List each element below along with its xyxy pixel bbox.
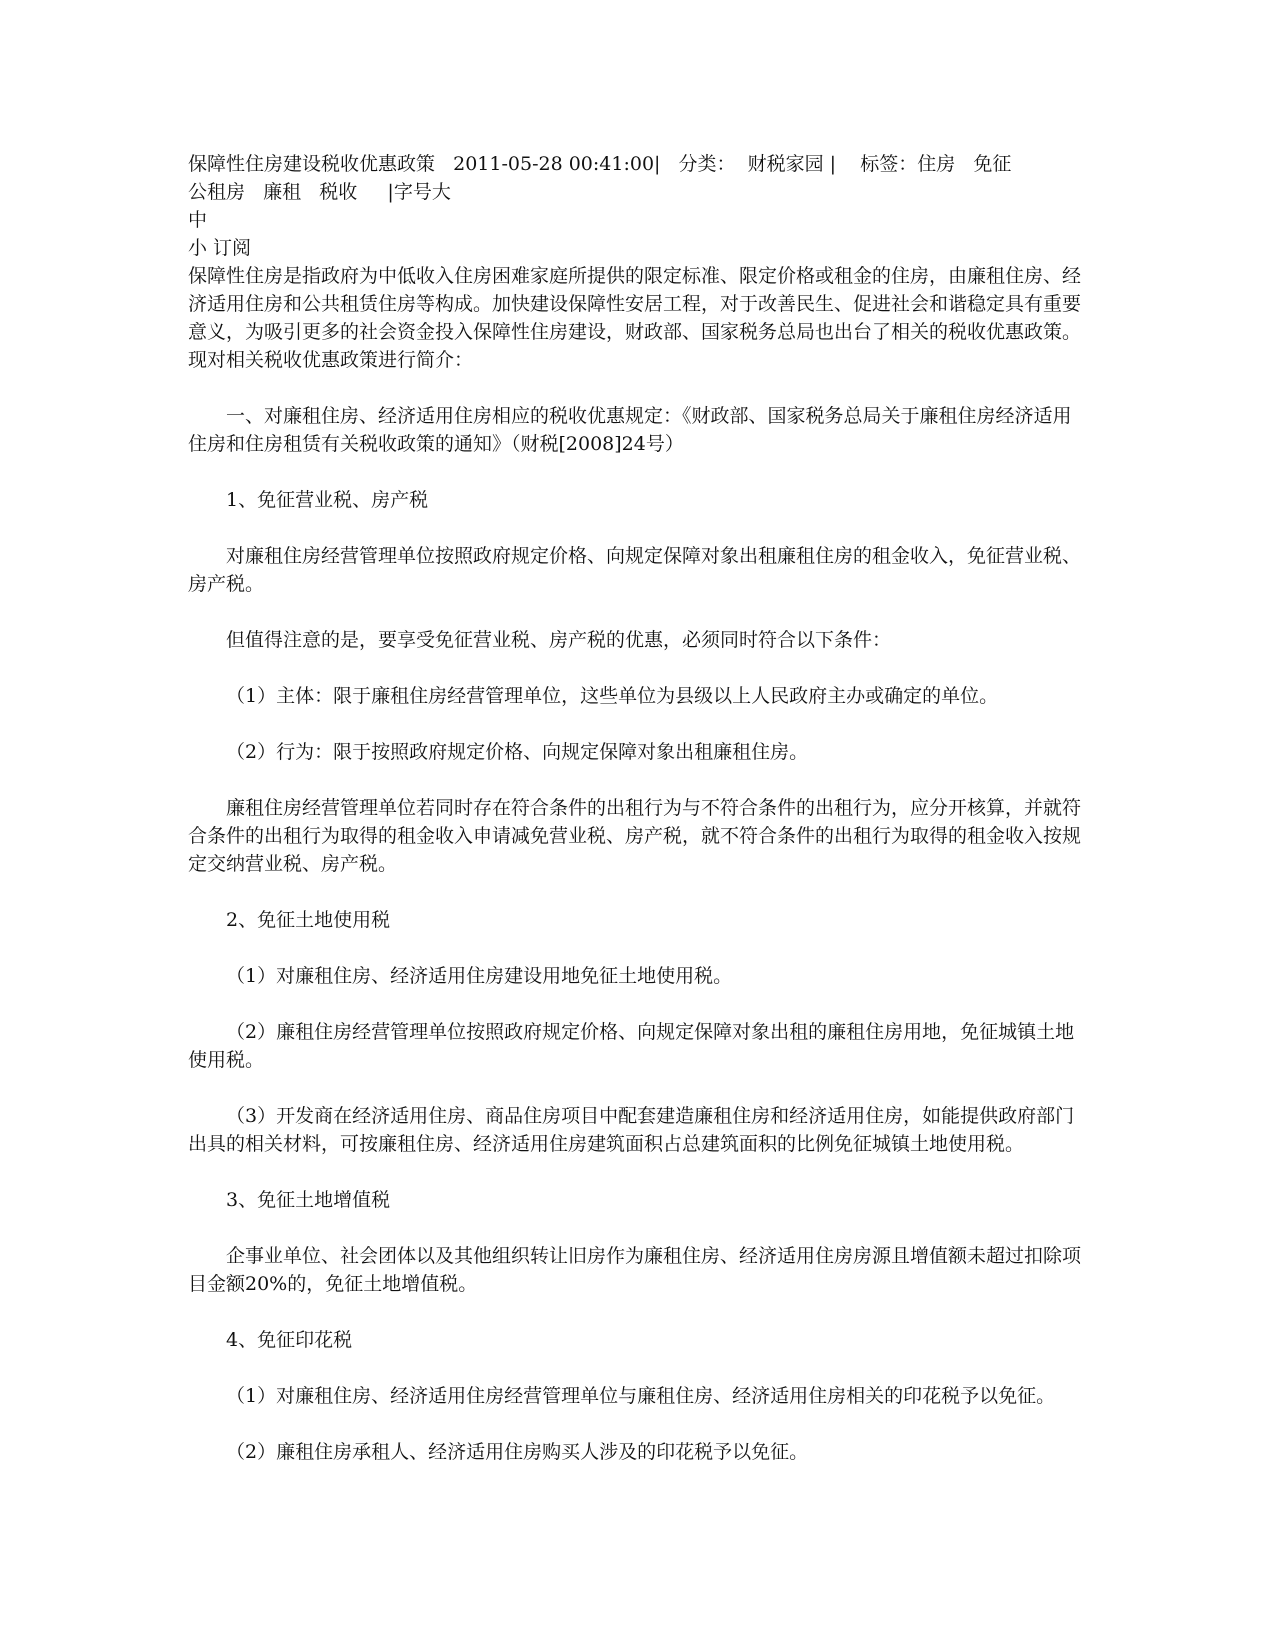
heading-3: 3、免征土地增值税 — [226, 1189, 391, 1211]
paragraph-5: 廉租住房经营管理单位若同时存在符合条件的出租行为与不符合条件的出租行为，应分开核算，并就符合条件的出租行为取得的租金收入申请减免营业税、房产税，就不符合条件的出租行为取得的租金收入按规定交纳营业税、房产税。 — [188, 797, 1082, 875]
stamp-duty-item-1: （1）对廉租住房、经济适用住房经营管理单位与廉租住房、经济适用住房相关的印花税予以免征。 — [226, 1385, 1056, 1407]
paragraph-1: 对廉租住房经营管理单位按照政府规定价格、向规定保障对象出租廉租住房的租金收入，免征营业税、房产税。 — [188, 545, 1082, 595]
font-size-medium: 中 — [188, 209, 208, 231]
stamp-duty-item-2: （2）廉租住房承租人、经济适用住房购买人涉及的印花税予以免征。 — [226, 1441, 809, 1463]
condition-2: （2）行为：限于按照政府规定价格、向规定保障对象出租廉租住房。 — [226, 741, 809, 763]
land-use-item-3: （3）开发商在经济适用住房、商品住房项目中配套建造廉租住房和经济适用住房，如能提供政府部门出具的相关材料，可按廉租住房、经济适用住房建筑面积占总建筑面积的比例免征城镇土地使用税。 — [188, 1105, 1075, 1155]
intro-paragraph: 保障性住房是指政府为中低收入住房困难家庭所提供的限定标准、限定价格或租金的住房，由廉租住房、经济适用住房和公共租赁住房等构成。加快建设保障性安居工程，对于改善民生、促进社会和谐稳定具有重要意义，为吸引更多的社会资金投入保障性住房建设，财政部、国家税务总局也出台了相关的税收优惠政策。现对相关税收优惠政策进行简介： — [188, 265, 1082, 371]
font-size-small-subscribe: 小 订阅 — [188, 237, 252, 259]
paragraph-9: 企事业单位、社会团体以及其他组织转让旧房作为廉租住房、经济适用住房房源且增值额未超过扣除项目金额20%的，免征土地增值税。 — [188, 1245, 1082, 1295]
heading-1: 1、免征营业税、房产税 — [226, 489, 429, 511]
section-1-title: 一、对廉租住房、经济适用住房相应的税收优惠规定：《财政部、国家税务总局关于廉租住房经济适用住房和住房租赁有关税收政策的通知》（财税[2008]24号） — [188, 405, 1072, 455]
heading-4: 4、免征印花税 — [226, 1329, 353, 1351]
condition-1: （1）主体：限于廉租住房经营管理单位，这些单位为县级以上人民政府主办或确定的单位。 — [226, 685, 999, 707]
heading-2: 2、免征土地使用税 — [226, 909, 391, 931]
paragraph-2: 但值得注意的是，要享受免征营业税、房产税的优惠，必须同时符合以下条件： — [226, 629, 892, 651]
land-use-item-2: （2）廉租住房经营管理单位按照政府规定价格、向规定保障对象出租的廉租住房用地，免征城镇土地使用税。 — [188, 1021, 1075, 1071]
article-tags-line: 公租房 廉租 税收 |字号大 — [188, 181, 451, 203]
document-body — [188, 150, 1083, 1466]
land-use-item-1: （1）对廉租住房、经济适用住房建设用地免征土地使用税。 — [226, 965, 733, 987]
article-meta-line: 保障性住房建设税收优惠政策 2011-05-28 00:41:00| 分类： 财税家园 | 标签：住房 免征 — [188, 153, 1012, 175]
